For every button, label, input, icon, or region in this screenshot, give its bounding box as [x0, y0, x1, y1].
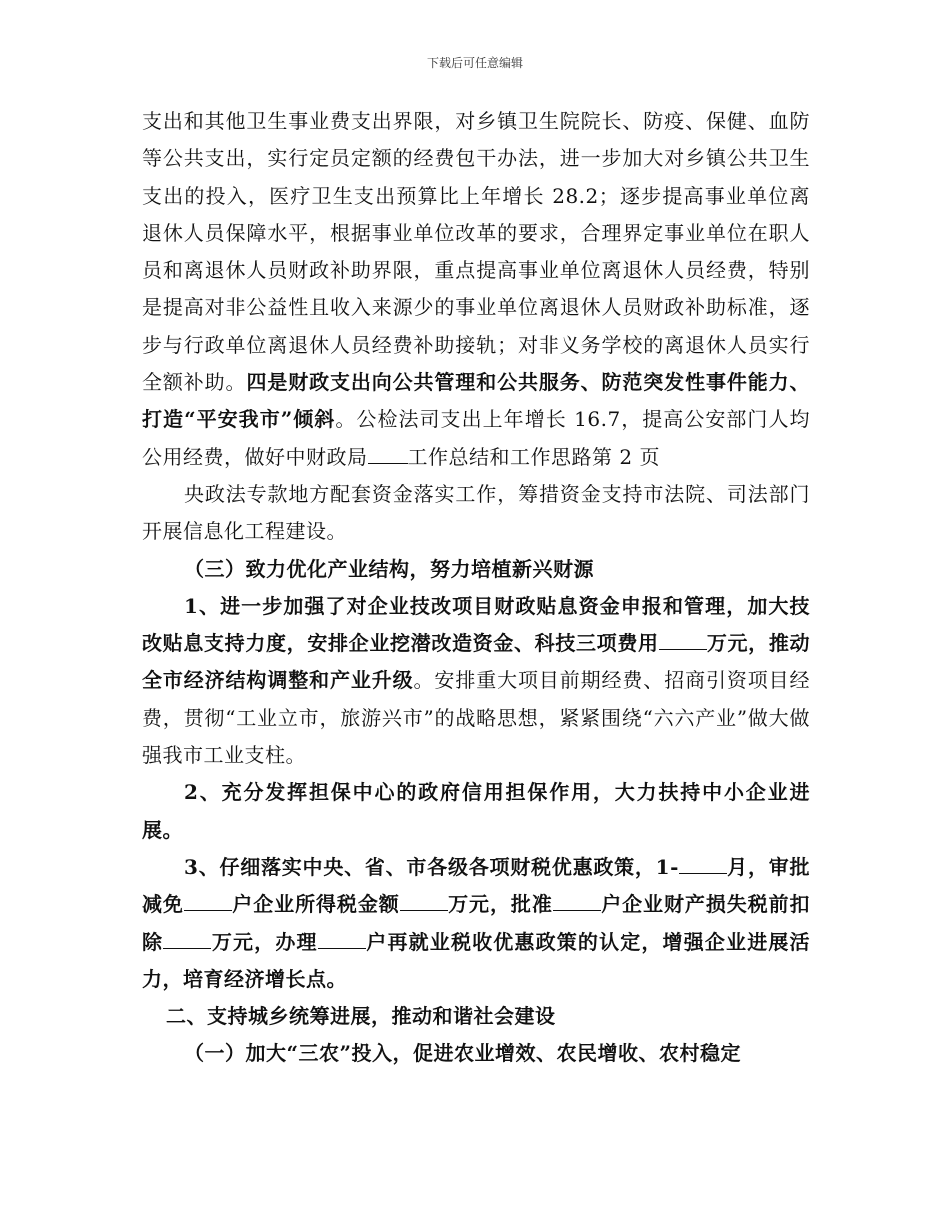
document-body — [142, 103, 810, 1073]
section-heading: （一）加大“三农”投入，促进农业增效、农民增收、农村稳定 — [184, 1041, 742, 1066]
blank-line — [679, 855, 727, 874]
paragraph — [142, 103, 810, 476]
paragraph-text: 。安排重大项目前期经费、招商引资项目经费，贯彻“工业立市，旅游兴市”的战略思想，紧紧围绕“六六产业”做大做强我市工业支柱。 — [142, 668, 811, 768]
blank-line — [659, 631, 707, 650]
section-heading: （三）致力优化产业结构，努力培植新兴财源 — [184, 556, 594, 581]
paragraph-text: 3、仔细落实中央、省、市各级各项财税优惠政策，1- — [184, 854, 679, 879]
bold-phrase: 四是财政支出向公共管理和公共服务、防范突发性事件能力、打造“平安我市”倾斜 — [142, 370, 811, 432]
paragraph-text: 月，审批减免 — [142, 854, 810, 917]
paragraph-text: 。公检法司支出上年增长 16.7，提高公安部门人均公用经费，做好中财政局 — [142, 407, 811, 469]
page-header: 下载后可任意编辑 — [426, 56, 523, 70]
blank-line — [400, 892, 448, 911]
paragraph-text: 万元，批准 — [447, 892, 553, 917]
paragraph: 2、充分发挥担保中心的政府信用担保作用，大力扶持中小企业进展。 — [142, 780, 810, 842]
paragraph-text: 支出和其他卫生事业费支出界限，对乡镇卫生院院长、防疫、保健、血防等公共支出，实行定员定额的经费包干办法，进一步加大对乡镇公共卫生支出的投入，医疗卫生支出预算比上年增长 28.2；逐步提高事业单位离退休人员保障水平，根据事业单位改革的要求，合理界定事业单位在职人员和离退休人员财政补助界限，重点提高事业单位离退休人员经费，特别是提高对非公益性且收入来源少的事业单位离退休人员财政补助标准，逐步与行政单位离退休人员经费补助接轨；对非义务学校的离退休人员实行全额补助。 — [142, 109, 810, 395]
paragraph-text: 工作总结和工作思路第 2 页 — [407, 444, 660, 469]
section-heading: 二、支持城乡统筹进展，推动和谐社会建设 — [166, 1004, 556, 1029]
blank-line — [163, 930, 211, 949]
paragraph-text: 户企业财产损失税前扣除 — [142, 892, 811, 954]
paragraph-text: 户企业所得税金额 — [231, 892, 400, 917]
bold-phrase: 1、进一步加强了对企业技改项目财政贴息资金申报和管理，加大技改贴息支持力度，安排企业挖潜改造资金、科技三项费用 — [142, 593, 810, 656]
paragraph — [142, 849, 810, 998]
paragraph-text: 万元，办理 — [211, 929, 318, 954]
paragraph: 央政法专款地方配套资金落实工作，筹措资金支持市法院、司法部门开展信息化工程建设。 — [142, 481, 810, 544]
paragraph-text: 户再就业税收优惠政策的认定，增强企业进展活力，培育经济增长点。 — [142, 929, 811, 991]
bold-phrase: 万元，推动全市经济结构调整和产业升级 — [142, 631, 811, 693]
paragraph — [142, 588, 810, 774]
blank-line — [368, 445, 408, 464]
blank-line — [553, 892, 601, 911]
blank-line — [184, 892, 232, 911]
blank-line — [318, 930, 366, 949]
